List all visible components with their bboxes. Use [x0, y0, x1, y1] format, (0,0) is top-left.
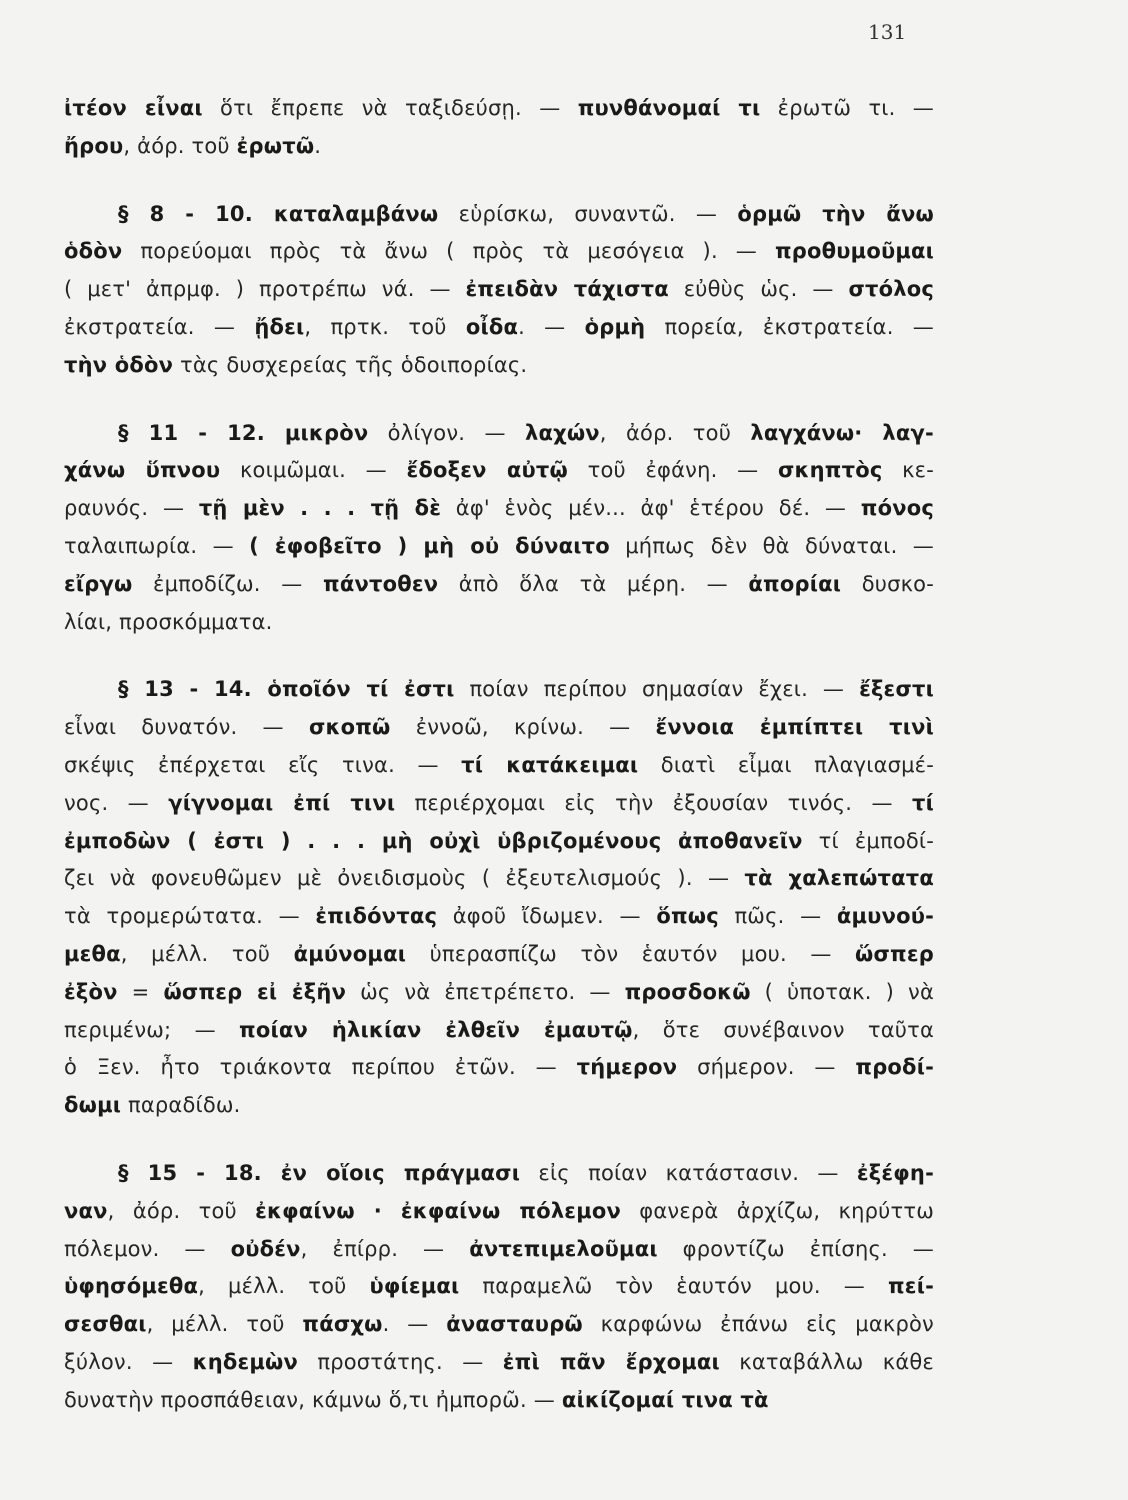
lemma: § 15 - 18. ἐν οἵοις πράγμασι [118, 1160, 521, 1185]
lemma: ἐπειδὰν τάχιστα [465, 277, 669, 302]
text-line [64, 709, 934, 747]
definition: , μέλλ. τοῦ [198, 1274, 370, 1299]
definition: , ἀόρ. τοῦ [123, 133, 237, 158]
definition: δυνατὴν προσπάθειαν, κάμνω ὅ,τι ἠμπορῶ. — [64, 1387, 562, 1412]
lemma: ( ἐφοβεῖτο ) μὴ οὐ δύναιτο [249, 533, 610, 558]
lemma: ὥσπερ [855, 941, 934, 966]
definition: μήπως δὲν θὰ δύναται. — [609, 533, 934, 558]
lemma: στόλος [848, 277, 934, 302]
definition: ποίαν περίπου σημασίαν ἔχει. — [454, 677, 860, 702]
definition: περιέρχομαι εἰς τὴν ἐξουσίαν τινός. — [395, 790, 912, 815]
lemma: ἀντεπιμελοῦμαι [469, 1236, 658, 1261]
definition: ( ὑποτακ. ) νὰ [750, 979, 934, 1004]
definition: πορεία, ἐκστρατεία. — [645, 314, 934, 339]
paragraph [64, 196, 934, 385]
text-line [64, 566, 934, 604]
lemma: προθυμοῦμαι [774, 239, 934, 264]
lemma: ἔδοξεν αὐτῷ [406, 458, 568, 483]
lemma: χάνω ὕπνου [64, 458, 221, 483]
definition: σκέψις ἐπέρχεται εἴς τινα. — [64, 752, 462, 777]
paragraph-gap [64, 1125, 934, 1155]
lemma: ἐπὶ πᾶν ἔρχομαι [502, 1349, 720, 1374]
lemma: ἔννοια ἐμπίπτει τινὶ [655, 715, 934, 740]
definition: ὑπερασπίζω τὸν ἑαυτόν μου. — [406, 941, 856, 966]
lemma: γίγνομαι ἐπί τινι [168, 790, 396, 815]
definition: περιμένω; — [64, 1017, 240, 1042]
definition: παραδίδω. [121, 1093, 241, 1118]
definition: πόλεμον. — [64, 1236, 231, 1261]
definition: νος. — [64, 790, 169, 815]
lemma: ποίαν ἡλικίαν ἐλθεῖν ἐμαυτῷ [239, 1017, 633, 1042]
lemma: ὁδὸν [64, 239, 123, 264]
lemma: προσδοκῶ [624, 979, 751, 1004]
lemma: λαγχάνω· λαγ- [750, 420, 934, 445]
definition: . — [518, 314, 585, 339]
lemma: δωμι [64, 1093, 122, 1118]
definition: καρφώνω ἐπάνω εἰς μακρὸν [582, 1312, 934, 1337]
text-line [64, 1382, 934, 1420]
text-line [64, 128, 934, 166]
lemma: ἐξέφη- [856, 1160, 934, 1185]
definition: πορεύομαι πρὸς τὰ ἄνω ( πρὸς τὰ μεσόγεια ). — [122, 239, 775, 264]
lemma: λαχών [524, 420, 600, 445]
lemma: ἀπορίαι [748, 571, 842, 596]
lemma: σκηπτὸς [777, 458, 883, 483]
definition: ἐννοῶ, κρίνω. — [390, 715, 656, 740]
text-line [64, 747, 934, 785]
text-line [64, 785, 934, 823]
text-line [64, 1012, 934, 1050]
paragraph-gap [64, 385, 934, 415]
text-line [64, 347, 934, 385]
paragraph [64, 90, 934, 166]
definition: σήμερον. — [677, 1055, 856, 1080]
definition: πῶς. — [718, 904, 837, 929]
definition: ὁ Ξεν. ἦτο τριάκοντα περίπου ἐτῶν. — [64, 1055, 577, 1080]
definition: τοῦ ἐφάνη. — [567, 458, 778, 483]
definition: , ἀόρ. τοῦ [107, 1198, 256, 1223]
text-line [64, 233, 934, 271]
lemma: ἐκφαίνω · ἐκφαίνω πόλεμον [255, 1198, 621, 1223]
lemma: ὁρμὴ [584, 314, 646, 339]
definition: ζει νὰ φονευθῶμεν μὲ ὀνειδισμοὺς ( ἐξευτελισμούς ). — [64, 866, 745, 891]
lemma: ἰτέον εἶναι [64, 96, 203, 120]
lemma: ἐρωτῶ [236, 133, 315, 158]
text-line [64, 1155, 934, 1193]
text-line [64, 936, 934, 974]
text-line [64, 823, 934, 861]
text-line [64, 898, 934, 936]
lemma: τὴν ὁδὸν [64, 352, 174, 377]
definition: φανερὰ ἀρχίζω, κηρύττω [620, 1198, 934, 1223]
lemma: ὁρμῶ τὴν ἄνω [737, 201, 934, 226]
lemma: ἐξὸν [64, 979, 118, 1004]
lemma: τί κατάκειμαι [461, 752, 639, 777]
lemma: πάντοθεν [323, 571, 439, 596]
lemma: αἰκίζομαί τινα τὰ [561, 1387, 769, 1412]
lemma: προδί- [855, 1055, 934, 1080]
lemma: ἀνασταυρῶ [446, 1312, 583, 1337]
text-line [64, 604, 934, 642]
definition: διατὶ εἶμαι πλαγιασμέ- [638, 752, 934, 777]
definition: , πρτκ. τοῦ [304, 314, 466, 339]
lemma: ἐπιδόντας [315, 904, 438, 929]
definition: φροντίζω ἐπίσης. — [657, 1236, 934, 1261]
lemma: κηδεμὼν [192, 1349, 299, 1374]
text-line [64, 1268, 934, 1306]
lemma: πάσχω [302, 1312, 383, 1337]
lemma: εἴργω [64, 571, 133, 596]
lemma: τῇ μὲν . . . τῇ δὲ [198, 496, 442, 521]
definition: εἶναι δυνατόν. — [64, 715, 309, 740]
definition: κοιμῶμαι. — [220, 458, 407, 483]
text-line [64, 271, 934, 309]
definition: , ἐπίρρ. — [300, 1236, 470, 1261]
lemma: ὑφησόμεθα [64, 1274, 199, 1299]
definition: ραυνός. — [64, 496, 199, 521]
definition: παραμελῶ τὸν ἑαυτόν μου. — [459, 1274, 888, 1299]
paragraph [64, 671, 934, 1125]
definition: , μέλλ. τοῦ [146, 1312, 303, 1337]
definition: , ὅτε συνέβαινον ταῦτα [632, 1017, 934, 1042]
text-line [64, 860, 934, 898]
text-line [64, 974, 934, 1012]
definition: καταβάλλω κάθε [719, 1349, 934, 1374]
paragraph-gap [64, 641, 934, 671]
lemma: § 11 - 12. μικρὸν [118, 420, 369, 445]
text-line [64, 490, 934, 528]
glossary-text [64, 90, 934, 1420]
page-number: 131 [868, 20, 907, 44]
definition: ξύλον. — [64, 1349, 193, 1374]
text-line [64, 671, 934, 709]
lemma: πεί- [888, 1274, 934, 1299]
text-line [64, 1306, 934, 1344]
definition: ἐρωτῶ τι. — [760, 96, 934, 120]
definition: , ἀόρ. τοῦ [599, 420, 751, 445]
text-line [64, 1087, 934, 1125]
text-line [64, 90, 934, 128]
definition: . [314, 133, 322, 158]
definition: τί ἐμποδί- [802, 828, 934, 853]
definition: ( μετ' ἀπρμφ. ) προτρέπω νά. — [64, 277, 466, 302]
paragraph [64, 415, 934, 642]
definition: τὰ τρομερώτατα. — [64, 904, 316, 929]
text-line [64, 1231, 934, 1269]
text-line [64, 1193, 934, 1231]
definition: . — [382, 1312, 447, 1337]
text-line [64, 528, 934, 566]
lemma: σκοπῶ [308, 715, 391, 740]
lemma: § 13 - 14. ὁποῖόν τί ἐστι [118, 677, 455, 702]
text-line [64, 1344, 934, 1382]
lemma: ἀμυνού- [836, 904, 934, 929]
lemma: πυνθάνομαί τι [577, 96, 761, 120]
definition: ταλαιπωρία. — [64, 533, 250, 558]
text-line [64, 415, 934, 453]
definition: , μέλλ. τοῦ [120, 941, 294, 966]
lemma: § 8 - 10. καταλαμβάνω [118, 201, 439, 226]
lemma: ἤρου [64, 133, 124, 158]
lemma: ὑφίεμαι [369, 1274, 460, 1299]
paragraph [64, 1155, 934, 1420]
lemma: ἐμποδὼν ( ἐστι ) . . . μὴ οὐχὶ ὑβριζομένους ἀποθανεῖν [64, 828, 803, 853]
text-line [64, 196, 934, 234]
definition: ἐκστρατεία. — [64, 314, 255, 339]
definition: ἐμποδίζω. — [132, 571, 324, 596]
definition: ἀφ' ἑνὸς μέν... ἀφ' ἑτέρου δέ. — [441, 496, 861, 521]
text-line [64, 452, 934, 490]
definition: = [117, 979, 164, 1004]
lemma: τί [911, 790, 934, 815]
text-line [64, 309, 934, 347]
definition: ὀλίγον. — [368, 420, 525, 445]
definition: εὐθὺς ὡς. — [668, 277, 849, 302]
lemma: ᾔδει [254, 314, 305, 339]
lemma: οὐδέν [230, 1236, 301, 1261]
lemma: ὅπως [656, 904, 719, 929]
definition: ὅτι ἔπρεπε νὰ ταξιδεύσῃ. — [202, 96, 578, 120]
paragraph-gap [64, 166, 934, 196]
text-line [64, 1049, 934, 1087]
lemma: οἶδα [465, 314, 519, 339]
lemma: ὥσπερ εἰ ἐξῆν [163, 979, 347, 1004]
definition: ἀφοῦ ἴδωμεν. — [437, 904, 657, 929]
definition: εἰς ποίαν κατάστασιν. — [520, 1160, 857, 1185]
definition: ἀπὸ ὅλα τὰ μέρη. — [438, 571, 749, 596]
lemma: τὰ χαλεπώτατα [744, 866, 934, 891]
definition: εὑρίσκω, συναντῶ. — [438, 201, 738, 226]
lemma: μεθα [64, 941, 121, 966]
lemma: σεσθαι [64, 1312, 147, 1337]
lemma: τήμερον [576, 1055, 678, 1080]
definition: προστάτης. — [298, 1349, 503, 1374]
lemma: πόνος [860, 496, 934, 521]
definition: ὡς νὰ ἐπετρέπετο. — [346, 979, 625, 1004]
definition: δυσκο- [841, 571, 934, 596]
lemma: ναν [64, 1198, 108, 1223]
lemma: ἀμύνομαι [293, 941, 407, 966]
lemma: ἔξεστι [859, 677, 934, 702]
definition: λίαι, προσκόμματα. [64, 609, 273, 634]
definition: κε- [882, 458, 934, 483]
definition: τὰς δυσχερείας τῆς ὁδοιπορίας. [173, 352, 528, 377]
